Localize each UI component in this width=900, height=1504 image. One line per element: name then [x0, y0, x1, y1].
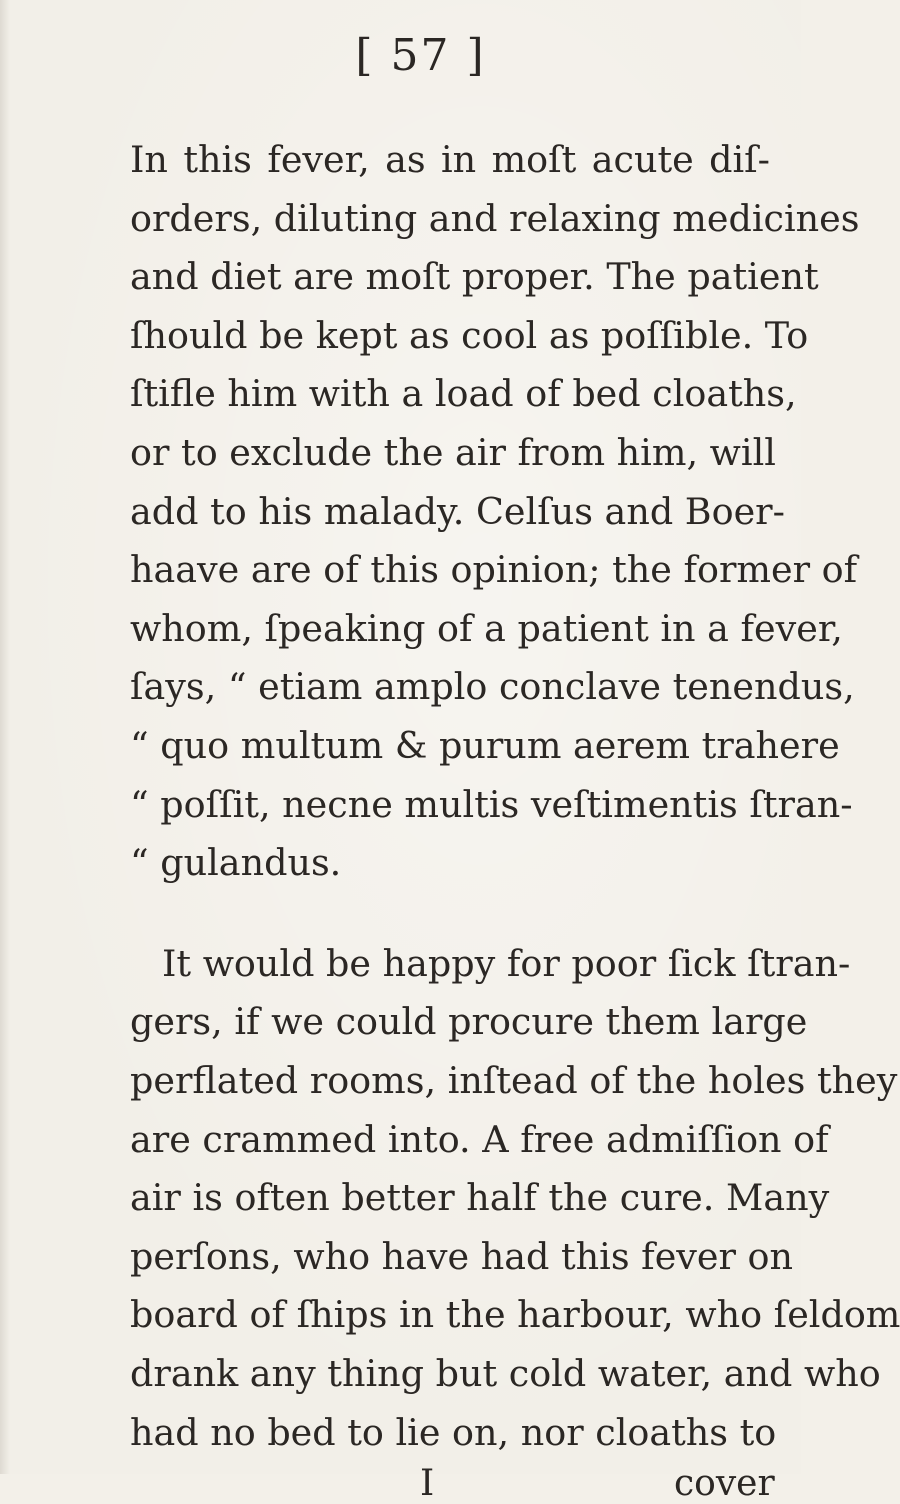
text-line: or to exclude the air from him, will [130, 431, 776, 474]
page-number: [ 57 ] [355, 30, 486, 81]
text-line: are crammed into. A free admiſſion of [130, 1117, 829, 1161]
text-line: In this fever, as in moſt acute diſ- [130, 138, 770, 181]
text-line: had no bed to lie on, nor cloaths to [130, 1410, 777, 1454]
text-line: orders, diluting and relaxing medicines [130, 196, 860, 240]
text-line: add to his malady. Celſus and Boer- [130, 489, 785, 533]
text-line: ſtifle him with a load of bed cloaths, [130, 372, 797, 416]
text-line: board of ſhips in the harbour, who ſeldom [130, 1293, 900, 1337]
page-edge-shadow [0, 0, 10, 1474]
text-line: drank any thing but cold water, and who [130, 1352, 881, 1395]
text-line: It would be happy for poor ſick ſtran- [162, 941, 851, 985]
text-line: haave are of this opinion; the former of [130, 548, 858, 592]
text-line: air is often better half the cure. Many [130, 1176, 830, 1220]
text-line: perflated rooms, inſtead of the holes they [130, 1059, 898, 1102]
text-line: gers, if we could procure them large [130, 1000, 808, 1044]
text-line: perſons, who have had this fever on [130, 1234, 794, 1278]
signature-mark: I [420, 1463, 435, 1504]
text-line: whom, ſpeaking of a patient in a fever, [130, 606, 843, 650]
text-line: ſhould be kept as cool as poſſible. To [130, 313, 809, 357]
text-line: “ quo multum & purum aerem trahere [130, 724, 840, 767]
text-line: “ gulandus. [130, 841, 342, 885]
text-line: “ poſſit, necne multis veſtimentis ſtran- [130, 782, 853, 826]
text-line: and diet are moſt proper. The patient [130, 255, 819, 299]
catchword: cover [674, 1463, 775, 1504]
text-line: ſays, “ etiam amplo conclave tenendus, [130, 665, 855, 709]
